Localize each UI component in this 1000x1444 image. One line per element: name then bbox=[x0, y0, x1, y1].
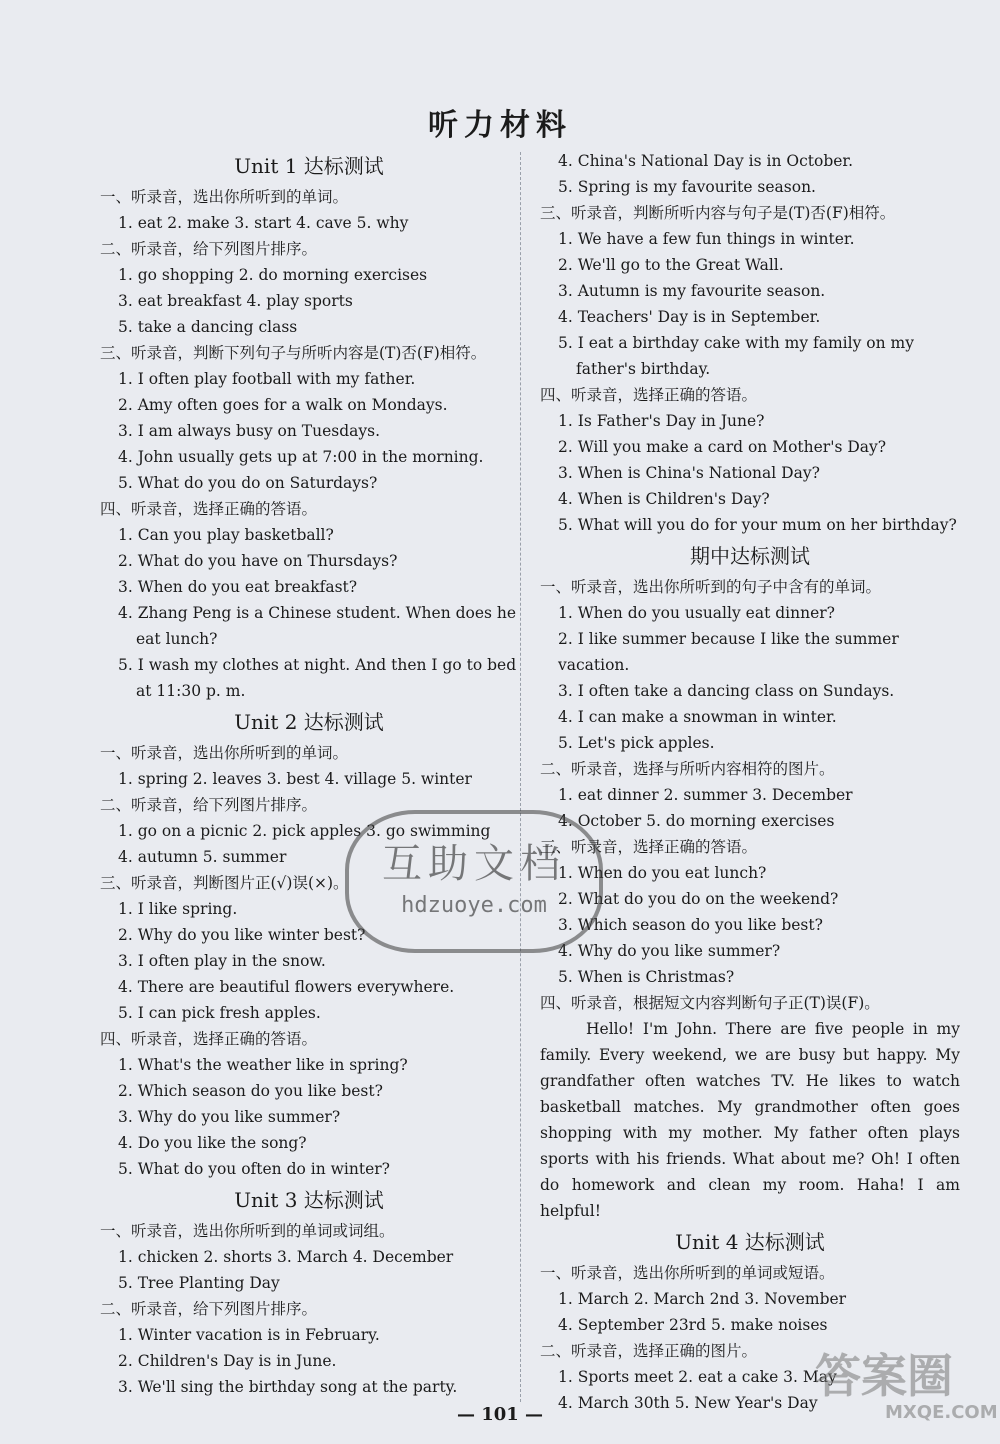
list-item: 5. What do you often do in winter? bbox=[118, 1160, 390, 1178]
list-item: 4. When is Children's Day? bbox=[558, 490, 770, 508]
section-title: Unit 4 达标测试 bbox=[675, 1230, 825, 1254]
column-divider bbox=[520, 152, 521, 1402]
list-item: 1. Winter vacation is in February. bbox=[118, 1326, 380, 1344]
list-item: 1. spring 2. leaves 3. best 4. village 5. winter bbox=[118, 770, 472, 788]
question-heading: 四、听录音，选择正确的答语。 bbox=[100, 1030, 318, 1048]
list-item: 1. Sports meet 2. eat a cake 3. May bbox=[558, 1368, 837, 1386]
list-item: 1. eat dinner 2. summer 3. December bbox=[558, 786, 853, 804]
question-heading: 四、听录音，根据短文内容判断句子正(T)误(F)。 bbox=[540, 994, 880, 1012]
list-item: 5. Let's pick apples. bbox=[558, 734, 715, 752]
section-title: 期中达标测试 bbox=[690, 544, 810, 568]
list-item: 1. When do you usually eat dinner? bbox=[558, 604, 835, 622]
list-item: 4. March 30th 5. New Year's Day bbox=[558, 1394, 818, 1412]
question-heading: 三、听录音，判断下列句子与所听内容是(T)否(F)相符。 bbox=[100, 344, 487, 362]
list-item: 1. I like spring. bbox=[118, 900, 238, 918]
list-item: 5. I can pick fresh apples. bbox=[118, 1004, 321, 1022]
question-heading: 三、听录音，判断所听内容与句子是(T)否(F)相符。 bbox=[540, 204, 896, 222]
list-item: 2. What do you do on the weekend? bbox=[558, 890, 839, 908]
question-heading: 二、听录音，给下列图片排序。 bbox=[100, 796, 318, 814]
list-item: 5. Tree Planting Day bbox=[118, 1274, 280, 1292]
list-item: 2. I like summer because I like the summer vacation. bbox=[558, 630, 899, 674]
list-item: 3. I often play in the snow. bbox=[118, 952, 326, 970]
question-heading: 二、听录音，给下列图片排序。 bbox=[100, 1300, 318, 1318]
list-item: 4. There are beautiful flowers everywhere. bbox=[118, 978, 455, 996]
watermark-en: hdzuoye.com bbox=[401, 893, 547, 918]
list-item: 1. go on a picnic 2. pick apples 3. go swimming bbox=[118, 822, 491, 840]
list-item: 3. Why do you like summer? bbox=[118, 1108, 341, 1126]
question-heading: 三、听录音，判断图片正(√)误(×)。 bbox=[100, 874, 349, 892]
list-item: 3. When is China's National Day? bbox=[558, 464, 820, 482]
question-heading: 四、听录音，选择正确的答语。 bbox=[100, 500, 318, 518]
question-heading: 二、听录音，选择与所听内容相符的图片。 bbox=[540, 760, 835, 778]
list-item: 4. China's National Day is in October. bbox=[558, 152, 854, 170]
list-item: 1. go shopping 2. do morning exercises bbox=[118, 266, 428, 284]
section-title: Unit 3 达标测试 bbox=[234, 1188, 384, 1212]
list-item: 1. When do you eat lunch? bbox=[558, 864, 767, 882]
list-item: 1. Is Father's Day in June? bbox=[558, 412, 765, 430]
section-title: Unit 2 达标测试 bbox=[234, 710, 384, 734]
list-item: 3. I am always busy on Tuesdays. bbox=[118, 422, 381, 440]
list-item: 2. Why do you like winter best? bbox=[118, 926, 366, 944]
list-item: 4. autumn 5. summer bbox=[118, 848, 287, 866]
list-item: 4. Do you like the song? bbox=[118, 1134, 307, 1152]
question-heading: 一、听录音，选出你所听到的句子中含有的单词。 bbox=[540, 578, 882, 596]
question-heading: 二、听录音，给下列图片排序。 bbox=[100, 240, 318, 258]
list-item: 2. What do you have on Thursdays? bbox=[118, 552, 398, 570]
corner-watermark-cn: 答案圈 bbox=[815, 1349, 953, 1403]
list-item: 4. Why do you like summer? bbox=[558, 942, 781, 960]
list-item: 3. eat breakfast 4. play sports bbox=[118, 292, 353, 310]
list-item: 1. March 2. March 2nd 3. November bbox=[558, 1290, 847, 1308]
list-item: 2. We'll go to the Great Wall. bbox=[558, 256, 784, 274]
list-item: 4. October 5. do morning exercises bbox=[558, 812, 835, 830]
question-heading: 一、听录音，选出你所听到的单词或词组。 bbox=[100, 1222, 395, 1240]
question-heading: 二、听录音，选择正确的图片。 bbox=[540, 1342, 758, 1360]
list-item: 5. What do you do on Saturdays? bbox=[118, 474, 378, 492]
corner-watermark bbox=[815, 1340, 998, 1440]
list-item: 5. take a dancing class bbox=[118, 318, 298, 336]
list-item: 3. We'll sing the birthday song at the party. bbox=[118, 1378, 458, 1396]
list-item: 4. John usually gets up at 7:00 in the morning. bbox=[118, 448, 484, 466]
question-heading: 三、听录音，选择正确的答语。 bbox=[540, 838, 758, 856]
list-item: 5. I wash my clothes at night. And then I go to bed at 11:30 p. m. bbox=[118, 656, 517, 700]
question-heading: 一、听录音，选出你所听到的单词或短语。 bbox=[540, 1264, 835, 1282]
list-item: 3. Which season do you like best? bbox=[558, 916, 823, 934]
left-column bbox=[100, 148, 518, 1400]
list-item: 1. Can you play basketball? bbox=[118, 526, 334, 544]
list-item: 4. Zhang Peng is a Chinese student. When does he eat lunch? bbox=[118, 604, 517, 648]
list-item: 3. Autumn is my favourite season. bbox=[558, 282, 826, 300]
question-heading: 一、听录音，选出你所听到的单词。 bbox=[100, 188, 349, 206]
list-item: 1. I often play football with my father. bbox=[118, 370, 416, 388]
right-column bbox=[540, 148, 960, 1416]
list-item: 5. When is Christmas? bbox=[558, 968, 735, 986]
list-item: 3. I often take a dancing class on Sundays. bbox=[558, 682, 895, 700]
question-heading: 四、听录音，选择正确的答语。 bbox=[540, 386, 758, 404]
list-item: 4. I can make a snowman in winter. bbox=[558, 708, 837, 726]
list-item: 4. September 23rd 5. make noises bbox=[558, 1316, 828, 1334]
page-number: — 101 — bbox=[456, 1404, 544, 1425]
list-item: 2. Which season do you like best? bbox=[118, 1082, 383, 1100]
list-item: 1. We have a few fun things in winter. bbox=[558, 230, 855, 248]
list-item: 3. When do you eat breakfast? bbox=[118, 578, 358, 596]
list-item: 5. Spring is my favourite season. bbox=[558, 178, 816, 196]
page-title: 听力材料 bbox=[428, 108, 572, 143]
list-item: 1. What's the weather like in spring? bbox=[118, 1056, 408, 1074]
corner-watermark-en: MXQE.COM bbox=[885, 1402, 998, 1423]
list-item: 2. Amy often goes for a walk on Mondays. bbox=[118, 396, 448, 414]
list-item: 2. Will you make a card on Mother's Day? bbox=[558, 438, 887, 456]
passage-paragraph: Hello! I'm John. There are five people in my family. Every weekend, we are busy but happy. My grandfather often watches TV. He likes to watch basketball matches. My grandmother often goes shopping with my mother. My father often plays sports with his friends. What about me? Oh! I often do homework and clean my room. Haha! I am helpful! bbox=[540, 1020, 960, 1220]
watermark-stamp bbox=[345, 810, 603, 953]
list-item: 1. eat 2. make 3. start 4. cave 5. why bbox=[118, 214, 409, 232]
section-title: Unit 1 达标测试 bbox=[234, 154, 384, 178]
list-item: 4. Teachers' Day is in September. bbox=[558, 308, 821, 326]
list-item: 5. I eat a birthday cake with my family on my father's birthday. bbox=[558, 334, 914, 378]
list-item: 2. Children's Day is in June. bbox=[118, 1352, 337, 1370]
watermark-cn: 互助文档 bbox=[382, 841, 566, 887]
question-heading: 一、听录音，选出你所听到的单词。 bbox=[100, 744, 349, 762]
list-item: 1. chicken 2. shorts 3. March 4. December bbox=[118, 1248, 454, 1266]
list-item: 5. What will you do for your mum on her birthday? bbox=[558, 516, 957, 534]
